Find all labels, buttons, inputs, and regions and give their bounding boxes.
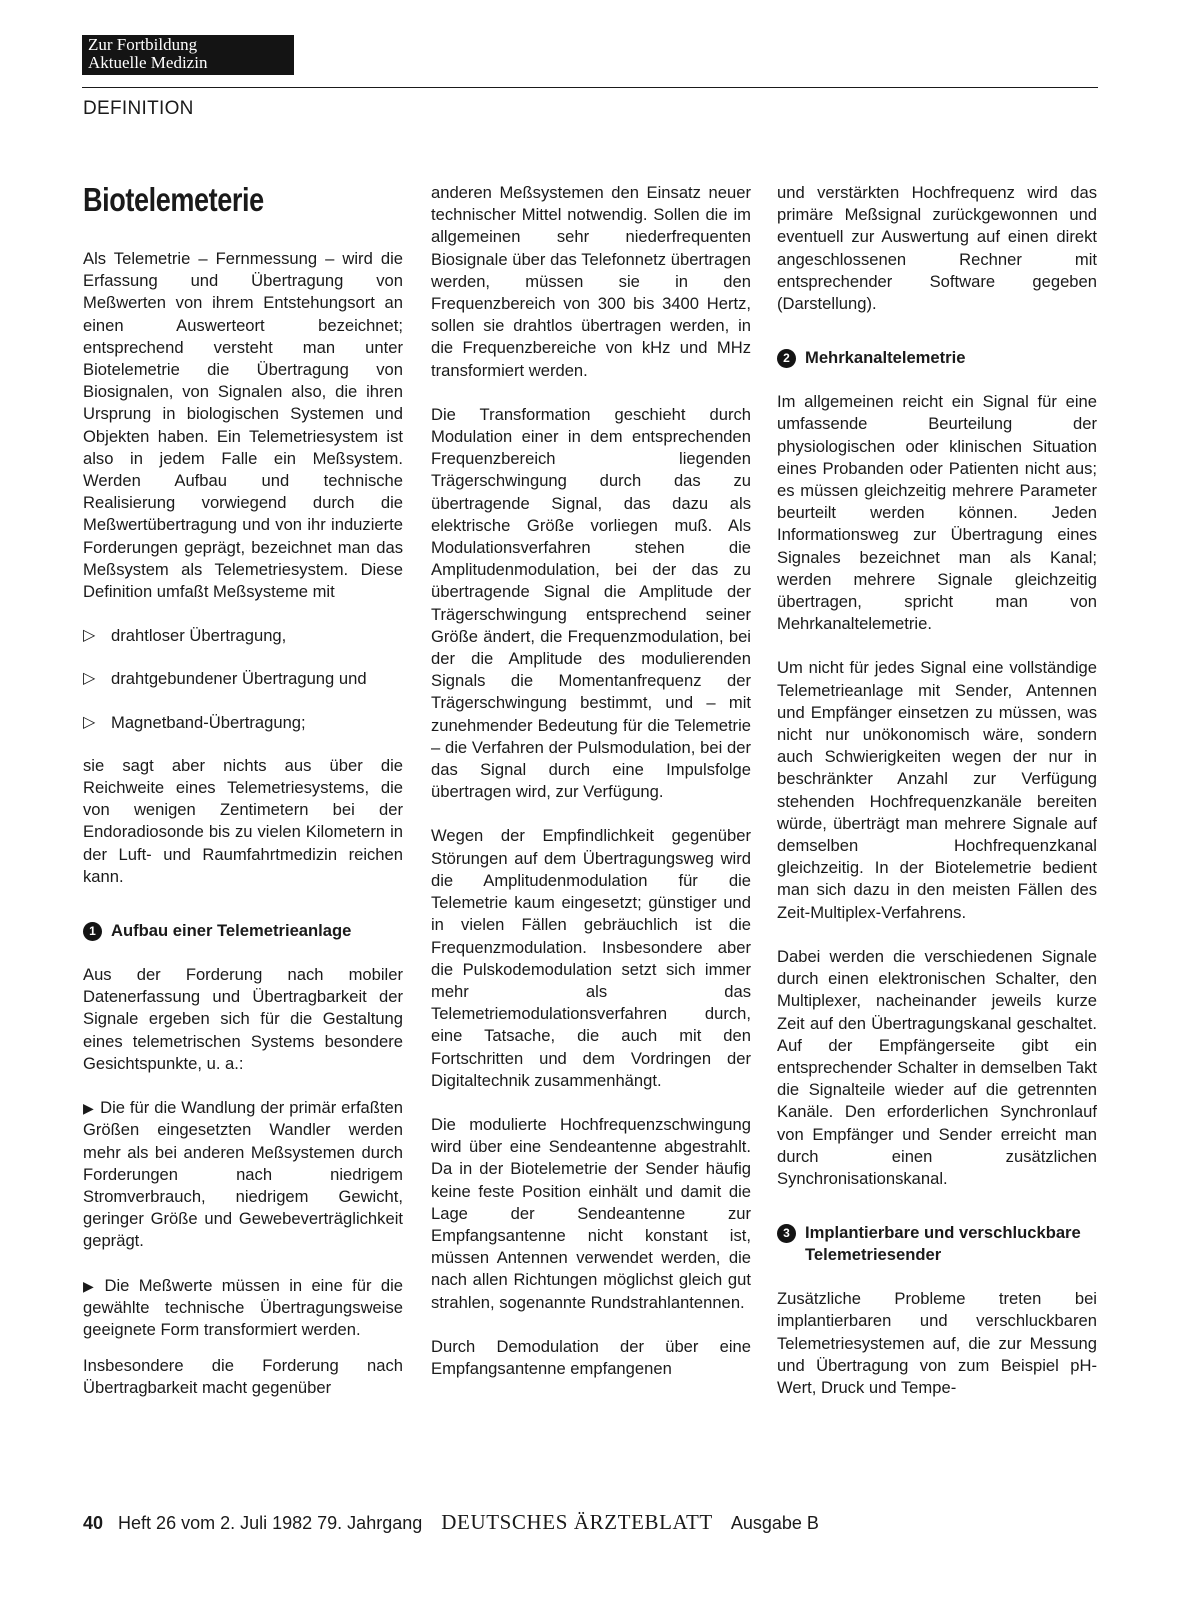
filled-triangle-icon: ▶ xyxy=(83,1100,95,1117)
section-kicker: DEFINITION xyxy=(83,98,194,119)
paragraph: Insbesondere die Forderung nach Übertragbarkeit macht gegenüber xyxy=(83,1356,403,1398)
section-heading-text: Aufbau einer Telemetrieanlage xyxy=(111,921,352,941)
list-item xyxy=(83,668,403,690)
list-item xyxy=(83,712,403,734)
open-triangle-icon: ▷ xyxy=(83,627,96,645)
section-heading-3 xyxy=(777,1222,1097,1266)
section-heading-text: Mehrkanaltelemetrie xyxy=(805,348,966,368)
journal-name: DEUTSCHES ÄRZTEBLATT xyxy=(441,1510,713,1534)
paragraph: anderen Meßsystemen den Einsatz neuer technischer Mittel notwendig. Sollen die im allgemeinen sehr niederfrequenten Biosignale über das Telefonnetz übertragen werden, müssen sie in den Frequenzbereich von 300 bis 3400 Hertz, sollen sie drahtlos übertragen werden, in die Frequenzbereiche von kHz und MHz transformiert werden. xyxy=(431,183,751,380)
badge-line-2: Aktuelle Medizin xyxy=(88,53,208,72)
list-item-text: drahtgebundener Übertragung und xyxy=(111,669,367,689)
paragraph: Als Telemetrie – Fernmessung – wird die Erfassung und Übertragung von Meßwerten von ihrem Entstehungsort an einen Auswerteort bezeichnet; entsprechend versteht man unter Biotelemetrie die Übertragung von Biosignalen, von Signalen also, die ihren Ursprung in biologischen Systemen und Objekten haben. Ein Telemetriesystem ist also in jedem Falle ein Meßsystem. Werden Aufbau und technische Realisierung vorwiegend durch die Meßwertübertragung und von ihr induzierte Forderungen geprägt, bezeichnet man das Meßsystem als Telemetriesystem. Diese Definition umfaßt Meßsysteme mit xyxy=(83,249,403,602)
column-3 xyxy=(777,182,1097,1399)
header-rule xyxy=(82,87,1098,88)
section-heading-2 xyxy=(777,347,1097,369)
paragraph: Um nicht für jedes Signal eine vollständige Telemetrieanlage mit Sender, Antennen und Empfänger einsetzen zu müssen, was nicht nur unökonomisch wäre, sondern auch Schwierigkeiten wegen der nur in beschränkter Anzahl zur Verfügung stehenden Hochfrequenzkanäle bereiten würde, überträgt man mehrere Signale auf demselben Hochfrequenzkanal gleichzeitig. In der Biotelemetrie bedient man sich dazu in den meisten Fällen des Zeit-Multiplex-Verfahrens. xyxy=(777,658,1097,922)
paragraph: und verstärkten Hochfrequenz wird das primäre Meßsignal zurückgewonnen und eventuell zur Auswertung auf einen direkt angeschlossenen Rechner mit entsprechender Software gegeben (Darstellung). xyxy=(777,183,1097,314)
number-circle-icon: 1 xyxy=(83,922,102,941)
list-item-text: drahtloser Übertragung, xyxy=(111,626,287,646)
paragraph xyxy=(83,1097,403,1252)
number-circle-icon: 3 xyxy=(777,1224,796,1243)
paragraph: Dabei werden die verschiedenen Signale durch einen elektronischen Schalter, den Multiplexer, nacheinander jeweils kurze Zeit auf den Übertragungskanal geschaltet. Auf der Empfängerseite gibt ein entsprechender Schalter in demselben Takt die Signalteile wieder auf die getrennten Kanäle. Den erforderlichen Synchronlauf von Empfänger und Sender erreicht man durch einen zusätzlichen Synchronisationskanal. xyxy=(777,946,1097,1188)
filled-triangle-icon: ▶ xyxy=(83,1277,99,1294)
paragraph: Zusätzliche Probleme treten bei implantierbaren und verschluckbaren Telemetriesystemen auf, die zur Messung und Übertragung von zum Beispiel pH-Wert, Druck und Tempe- xyxy=(777,1289,1097,1397)
paragraph: Die modulierte Hochfrequenzschwingung wird über eine Sendeantenne abgestrahlt. Da in der Biotelemetrie der Sender häufig keine feste Position einhält und damit die Lage der Sendeantenne zur Empfangsantenne nicht konstant ist, müssen Antennen verwendet werden, die nach allen Richtungen möglichst gleich gut strahlen, sogenannte Rundstrahlantennen. xyxy=(431,1114,751,1312)
edition-info: Ausgabe B xyxy=(730,1513,819,1533)
section-heading-text: Implantierbare und verschluckbare Telemetriesender xyxy=(805,1223,1081,1265)
column-2 xyxy=(431,182,751,1380)
open-triangle-icon: ▷ xyxy=(83,670,96,688)
paragraph: sie sagt aber nichts aus über die Reichweite eines Telemetriesystems, die von wenigen Zentimetern bei der Endoradiosonde bis zu vielen Kilometern in der Luft- und Raumfahrtmedizin reichen kann. xyxy=(83,755,403,886)
paragraph: Durch Demodulation der über eine Empfangsantenne empfangenen xyxy=(431,1336,751,1378)
section-heading-1 xyxy=(83,920,403,942)
section-badge xyxy=(82,35,294,75)
page-footer xyxy=(83,1510,819,1535)
badge-line-1: Zur Fortbildung xyxy=(88,35,198,54)
page-number: 40 xyxy=(83,1513,104,1533)
issue-info: Heft 26 vom 2. Juli 1982 79. Jahrgang xyxy=(118,1513,423,1533)
number-circle-icon: 2 xyxy=(777,349,796,368)
list-item-text: Magnetband-Übertragung; xyxy=(111,712,306,732)
paragraph: Aus der Forderung nach mobiler Datenerfassung und Übertragbarkeit der Signale ergeben sich für die Gestaltung eines telemetrischen Systems besondere Gesichtspunkte, u. a.: xyxy=(83,965,403,1073)
list-item xyxy=(83,625,403,647)
paragraph xyxy=(83,1275,403,1342)
paragraph-text: Die für die Wandlung der primär erfaßten Größen eingesetzten Wandler werden mehr als bei anderen Meßsystemen durch Forderungen nach niedrigem Stromverbrauch, niedrigem Gewicht, geringer Größe und Gewebeverträglichkeit geprägt. xyxy=(83,1098,403,1251)
open-triangle-icon: ▷ xyxy=(83,713,96,731)
article-title: Biotelemeterie xyxy=(83,181,264,218)
paragraph-text: Die Meßwerte müssen in eine für die gewählte technische Übertragungsweise geeignete Form transformiert werden. xyxy=(83,1275,403,1339)
paragraph: Wegen der Empfindlichkeit gegenüber Störungen auf dem Übertragungsweg wird die Amplitudenmodulation für die Telemetrie kaum eingesetzt; günstiger und in vielen Fällen gebräuchlich ist die Frequenzmodulation. Insbesondere aber die Pulskodemodulation setzt sich immer mehr als das Telemetriemodulationsverfahren durch, eine Tatsache, die auch mit den Fortschritten und dem Vordringen der Digitaltechnik zusammenhängt. xyxy=(431,826,751,1090)
paragraph: Die Transformation geschieht durch Modulation einer in dem entsprechenden Frequenzbereich liegenden Trägerschwingung durch das zu übertragende Signal, das dazu als elektrische Größe vorliegen muß. Als Modulationsverfahren stehen die Amplitudenmodulation, bei der das zu übertragende Signal die Amplitude der Trägerschwingung entsprechend seiner Größe ändert, die Frequenzmodulation, bei der die Amplitude des modulierenden Signals die Momentanfrequenz der Trägerschwingung bestimmt, und – mit zunehmender Bedeutung für die Telemetrie – die Verfahren der Pulsmodulation, bei der das Signal durch eine Impulsfolge übertragen wird, zur Verfügung. xyxy=(431,404,751,802)
paragraph: Im allgemeinen reicht ein Signal für eine umfassende Beurteilung der physiologischen oder klinischen Situation eines Probanden oder Patienten nicht aus; es müssen gleichzeitig mehrere Parameter beurteilt werden können. Jeden Informationsweg zur Übertragung eines Signales bezeichnet man als Kanal; werden mehrere Signale gleichzeitig übertragen, spricht man von Mehrkanaltelemetrie. xyxy=(777,392,1097,634)
column-1 xyxy=(83,182,403,1400)
